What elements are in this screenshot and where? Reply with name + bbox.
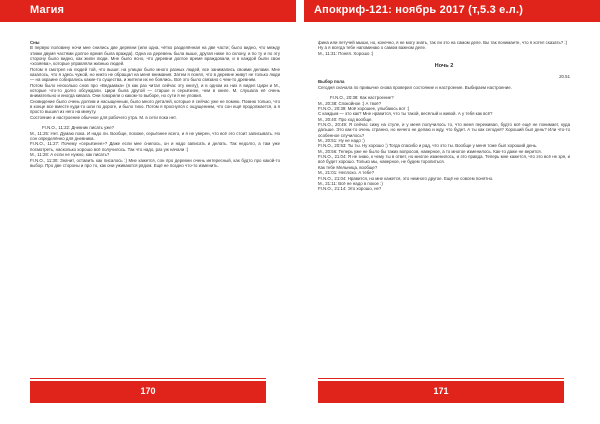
- paragraph: Fr.N.O., 20:38: Как настроение?: [330, 95, 394, 101]
- paragraph: Fr.N.O., 20:39: Моё хорошее, улыбаюсь вот :): [318, 106, 410, 112]
- right-page-body: [318, 40, 570, 192]
- paragraph: М., 20:56: Теперь уже не было бы таких вопросов, наверное, а то многое изменилось. Как-то даже не верится.: [318, 148, 542, 154]
- section-heading: Сны: [30, 40, 40, 45]
- paragraph: фина или летучей мыши, но, конечно, я не могу знать, так ли это на самом деле. Вы так понимаете, что я хотел сказать? :): [318, 40, 568, 45]
- right-page-header: [304, 0, 600, 22]
- paragraph: С каждым — это как? Мне нравится, что ты такой, весёлый и живой. А у тебя как всё?: [318, 111, 493, 117]
- section-heading: Выбор пола: [318, 79, 345, 85]
- paragraph: М., 11:25: Нет. Думаю пока. И надо ли. Вообще, похоже, серьёзнее всего, и я не уверен, что всё это стоит записывать. Но сон определённо для дневника.: [30, 130, 280, 142]
- paragraph: Fr.N.O., 20:53: Ты ты. Ну хорошо :) Тогда спасибо и рад, что это ты. Вообще у меня тоже был хороший день.: [318, 143, 538, 149]
- paragraph: М., 20:51: Ну не надо :): [318, 138, 365, 144]
- paragraph: Потом я смотрел на людей той, что выше: на улицах было много разных людей, все занимались своими делами. Мне казалось, что я здесь чужой, но никто не обращал на меня внимания. Затем я понял, что в деревне живут не только люди — на окраине собирались какие-то существа, и жители их не боялись. Всё это было связано с чем-то древним.: [30, 66, 280, 83]
- paragraph: Fr.N.O., 21:04: Я не знаю, к чему ты в ответ, но многое изменилось, и это правда. Теперь мне кажется, что это всё не зря, и всё будет хорошо. Только мы, наверное, не будем торопиться.: [318, 154, 570, 165]
- paragraph: Fr.N.O., 21:14: Это хорошо, не?: [318, 186, 382, 192]
- paragraph: Fr.N.O., 11:30: Значит, оставить как писалось :) Мне кажется, сон про деревни очень интересный, как будто про какой-то выбор. Про две стороны и про то, как они уживаются рядом. Ещё не поздно что-то изменить.: [30, 157, 280, 168]
- paragraph: Сновидение было очень долгим и насыщенным, было много деталей, которые я сейчас уже не помню. Помню только, что в конце все вместе куда-то шли по дороге, и было тихо. Потом я проснулся с ощущением, что сон ещё продолжается, а я просто вышел из него на минуту.: [30, 98, 280, 115]
- left-page-number: 170: [140, 386, 156, 396]
- paragraph: Fr.N.O., 20:49: Я сейчас сижу на стуле, и у меня получилось то, что меня переживал, будто всё ещё не понимает, куда дальше. Это как-то очень странно, но ничего не делаю и жду, что будет. А ты как сегодня? Хороший был день? Или что-то особенное случилось?: [318, 122, 570, 138]
- paragraph: Ну а я всегда тебе напоминаю о самом важном деле.: [318, 45, 427, 51]
- right-page-footer: [318, 381, 564, 403]
- left-page-footer-rule: [30, 378, 266, 379]
- left-page-header-title: Магия: [30, 4, 65, 16]
- left-page-body: [30, 40, 280, 168]
- chapter-title: Ночь 2: [434, 63, 454, 70]
- paragraph: В первую половину ночи мне снились две деревни (или одна, чётко разделённая на две части; было видно, что между этими двумя частями долгое время была вражда). Одна из деревень была выше, другая ниже по склону, и по ту и по эту сторону было видно, как жили люди. Мне было ясно, что деревни долгое время враждовали, и в каждой были свои «хозяева», которые управляли жизнью людей.: [30, 45, 280, 67]
- paragraph: Fr.N.O., 11:27: Почему «серьёзнее»? Даже если мне снилось, он и надо записать и делать. Так недолго, а там уже посмотреть, насколько хорошо всё получилось. Так что надо, раз уж начали :): [30, 141, 280, 152]
- paragraph: М., 11:31: Понял. Хорошо :): [318, 50, 374, 56]
- entry-date: 20.51: [559, 74, 570, 80]
- paragraph: М., 21:11: Всё не надо в покое :): [318, 180, 383, 186]
- right-page-number: 171: [433, 386, 449, 396]
- right-page: [300, 0, 600, 424]
- paragraph: Потом было несколько снов про «Ведьмака» (я как раз читал сейчас эту книгу), и в одном из них я видел Цири и М., которые что-то долго обсуждали. Цири была другой — старше и серьёзнее, чем в книге. М. слушала её очень внимательно и иногда кивала. Они говорили о каком-то выборе, но сути я не уловил.: [30, 82, 280, 99]
- paragraph: М., 20:38: Спокойное :) А твоё?: [318, 100, 382, 106]
- paragraph: Как тебе Мельница, вообще?: [318, 164, 378, 170]
- paragraph: М., 21:01: Неплохо. А тебе?: [318, 170, 375, 176]
- paragraph: Сегодня сначала по привычке снова проверил состояние и настроение. Выбираем настроение.: [318, 84, 512, 90]
- left-page-footer: [30, 381, 266, 403]
- right-page-top-text: [318, 40, 570, 56]
- paragraph: М., 20:40: Про ход вообще.: [318, 116, 373, 122]
- paragraph: Fr.N.O., 21:04: Нравится, но мне кажется, это немного другое. Ещё не совсем понятно.: [318, 175, 494, 181]
- left-page-header: [0, 0, 296, 22]
- paragraph: Fr.N.O., 11:22: Дневник писать уже?: [42, 125, 115, 131]
- right-page-footer-rule: [318, 378, 564, 379]
- paragraph: Состояние и настроение обычное для рабочего утра. М. в сети пока нет.: [30, 114, 177, 120]
- paragraph: М., 11:28: А если не нужно, как писать?: [30, 152, 110, 158]
- right-page-header-title: Апокриф-121: ноябрь 2017 (т,5.3 е.л.): [314, 4, 524, 16]
- right-page-main-text: [318, 79, 570, 191]
